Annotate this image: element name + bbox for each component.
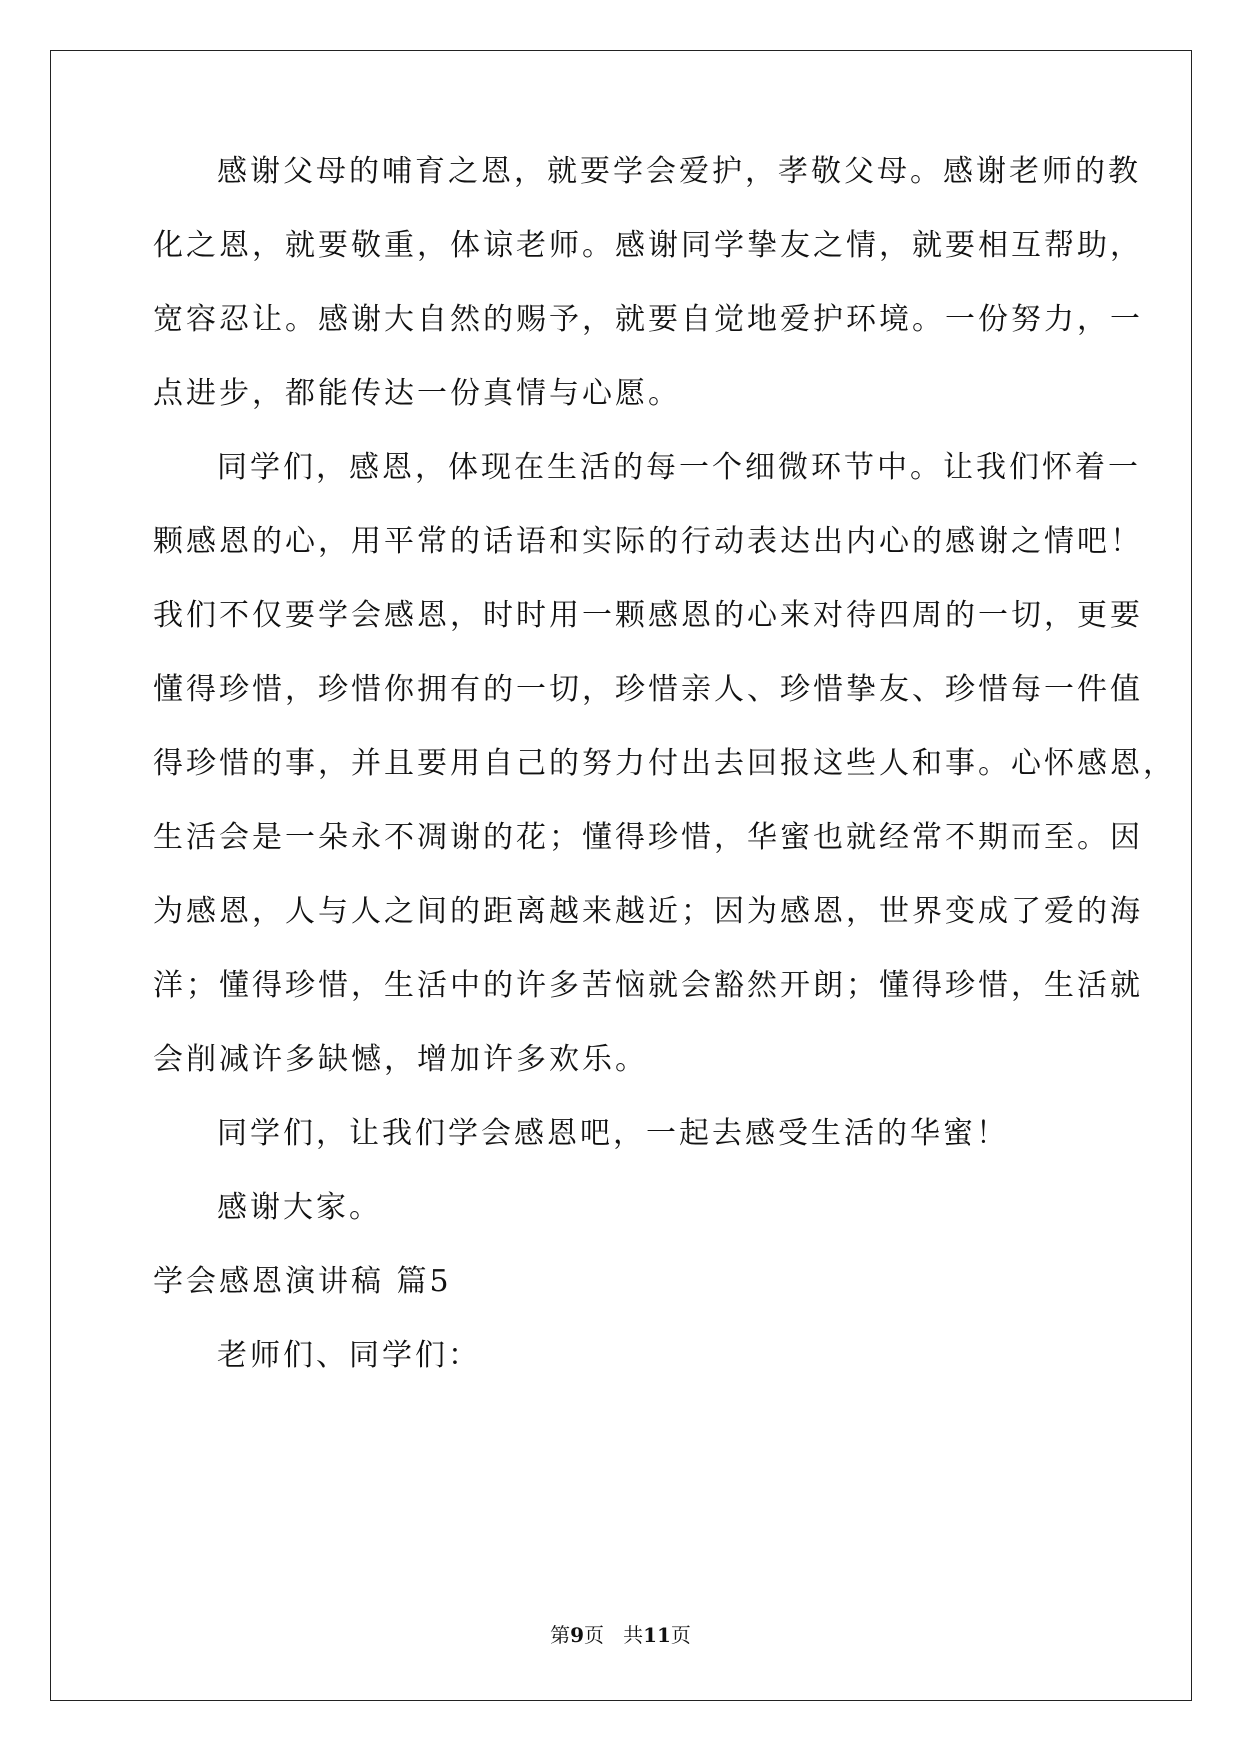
footer-page-suffix: 页 bbox=[584, 1623, 604, 1647]
paragraph-line: 洋；懂得珍惜，生活中的许多苦恼就会豁然开朗；懂得珍惜，生活就 bbox=[153, 968, 1143, 1003]
paragraph-line: 化之恩，就要敬重，体谅老师。感谢同学挚友之情，就要相互帮助， bbox=[153, 228, 1143, 263]
footer-total-pages: 11 bbox=[643, 1623, 671, 1647]
paragraph-line: 会削减许多缺憾，增加许多欢乐。 bbox=[153, 1042, 648, 1077]
page-border bbox=[50, 50, 1192, 1701]
paragraph-line: 懂得珍惜，珍惜你拥有的一切，珍惜亲人、珍惜挚友、珍惜每一件值 bbox=[153, 672, 1143, 707]
paragraph-line: 我们不仅要学会感恩，时时用一颗感恩的心来对待四周的一切，更要 bbox=[153, 598, 1143, 633]
paragraph-line: 得珍惜的事，并且要用自己的努力付出去回报这些人和事。心怀感恩， bbox=[153, 746, 1176, 781]
footer-total-suffix: 页 bbox=[670, 1623, 691, 1647]
salutation-line: 老师们、同学们： bbox=[217, 1338, 481, 1373]
footer-total-prefix: 共 bbox=[623, 1623, 644, 1647]
paragraph-line: 感谢父母的哺育之恩，就要学会爱护，孝敬父母。感谢老师的教 bbox=[217, 154, 1141, 189]
section-heading: 学会感恩演讲稿 篇5 bbox=[153, 1264, 452, 1299]
paragraph-line: 点进步，都能传达一份真情与心愿。 bbox=[153, 376, 681, 411]
paragraph-line: 宽容忍让。感谢大自然的赐予，就要自觉地爱护环境。一份努力，一 bbox=[153, 302, 1143, 337]
paragraph-line: 为感恩，人与人之间的距离越来越近；因为感恩，世界变成了爱的海 bbox=[153, 894, 1143, 929]
page-footer bbox=[0, 1622, 1241, 1648]
paragraph-line: 生活会是一朵永不凋谢的花；懂得珍惜，华蜜也就经常不期而至。因 bbox=[153, 820, 1143, 855]
paragraph-line: 同学们，让我们学会感恩吧，一起去感受生活的华蜜！ bbox=[217, 1116, 1009, 1151]
paragraph-line: 感谢大家。 bbox=[217, 1190, 382, 1225]
paragraph-line: 颗感恩的心，用平常的话语和实际的行动表达出内心的感谢之情吧！ bbox=[153, 524, 1143, 559]
footer-page-number: 9 bbox=[570, 1623, 584, 1647]
paragraph-line: 同学们，感恩，体现在生活的每一个细微环节中。让我们怀着一 bbox=[217, 450, 1141, 485]
footer-prefix: 第 bbox=[550, 1623, 571, 1647]
